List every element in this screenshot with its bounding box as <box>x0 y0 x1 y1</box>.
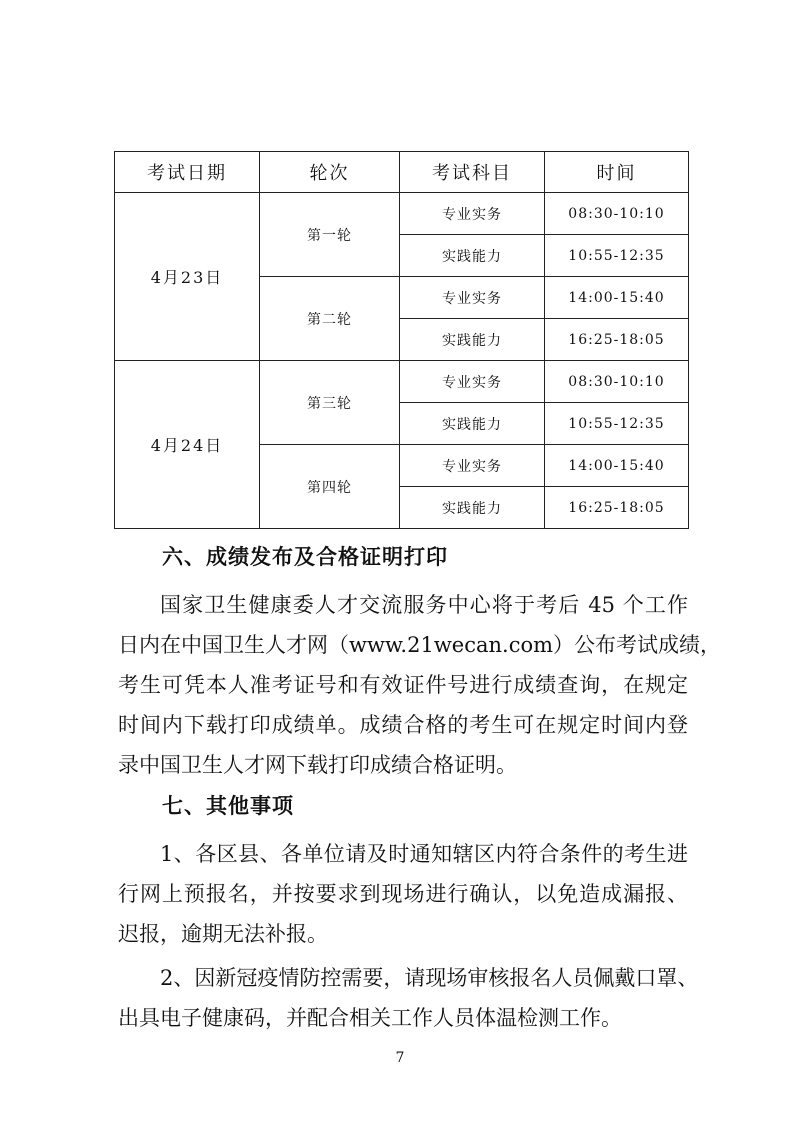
paragraph-line: 国家卫生健康委人才交流服务中心将于考后 45 个工作 <box>160 593 688 617</box>
paragraph-line: 录中国卫生人才网下载打印成绩合格证明。 <box>118 753 517 777</box>
section-6-paragraph <box>118 585 722 785</box>
time-cell: 10:55-12:35 <box>545 403 689 445</box>
round-cell: 第一轮 <box>260 193 400 277</box>
round-cell: 第四轮 <box>260 445 400 529</box>
section-7-item-1 <box>118 834 688 954</box>
header-exam-date: 考试日期 <box>115 152 260 193</box>
paragraph-line: 出具电子健康码，并配合相关工作人员体温检测工作。 <box>118 1006 622 1030</box>
paragraph-line: 时间内下载打印成绩单。成绩合格的考生可在规定时间内登 <box>118 713 688 737</box>
time-cell: 10:55-12:35 <box>545 235 689 277</box>
subject-cell: 实践能力 <box>400 403 545 445</box>
paragraph-line: 考生可凭本人准考证号和有效证件号进行成绩查询，在规定 <box>118 673 688 697</box>
subject-cell: 专业实务 <box>400 361 545 403</box>
header-round: 轮次 <box>260 152 400 193</box>
table-row <box>115 193 689 235</box>
table-header-row <box>115 152 689 193</box>
exam-date-cell: 4月24日 <box>115 361 260 529</box>
exam-schedule-table <box>114 151 689 529</box>
paragraph-line: 行网上预报名，并按要求到现场进行确认，以免造成漏报、 <box>118 882 688 906</box>
section-6-heading: 六、成绩发布及合格证明打印 <box>162 545 448 569</box>
exam-date-cell: 4月23日 <box>115 193 260 361</box>
subject-cell: 实践能力 <box>400 487 545 529</box>
time-cell: 14:00-15:40 <box>545 445 689 487</box>
time-cell: 16:25-18:05 <box>545 319 689 361</box>
paragraph-line: 迟报，逾期无法补报。 <box>118 922 328 946</box>
round-cell: 第三轮 <box>260 361 400 445</box>
table-row <box>115 361 689 403</box>
paragraph-line: 日内在中国卫生人才网（www.21wecan.com）公布考试成绩， <box>118 633 722 657</box>
time-cell: 16:25-18:05 <box>545 487 689 529</box>
round-cell: 第二轮 <box>260 277 400 361</box>
time-cell: 08:30-10:10 <box>545 193 689 235</box>
subject-cell: 专业实务 <box>400 193 545 235</box>
header-time: 时间 <box>545 152 689 193</box>
subject-cell: 实践能力 <box>400 235 545 277</box>
subject-cell: 专业实务 <box>400 445 545 487</box>
section-7-item-2 <box>118 958 699 1038</box>
paragraph-line: 1、各区县、各单位请及时通知辖区内符合条件的考生进 <box>160 842 688 866</box>
time-cell: 08:30-10:10 <box>545 361 689 403</box>
paragraph-line: 2、因新冠疫情防控需要，请现场审核报名人员佩戴口罩、 <box>160 966 699 990</box>
header-subject: 考试科目 <box>400 152 545 193</box>
time-cell: 14:00-15:40 <box>545 277 689 319</box>
section-7-heading: 七、其他事项 <box>162 794 294 818</box>
subject-cell: 实践能力 <box>400 319 545 361</box>
page-number: 7 <box>395 1050 405 1066</box>
subject-cell: 专业实务 <box>400 277 545 319</box>
